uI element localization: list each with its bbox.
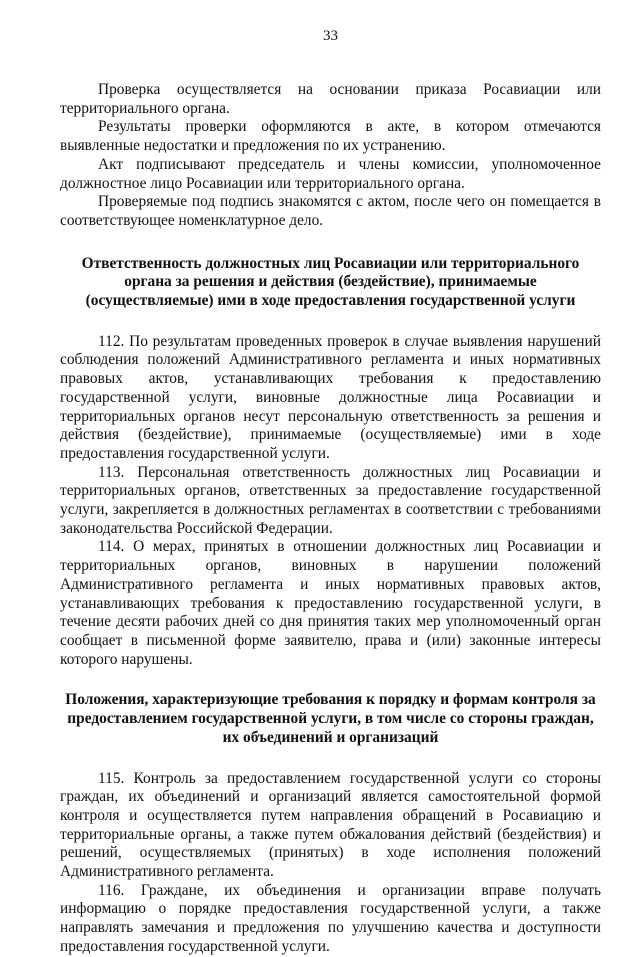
document-page	[60, 0, 601, 955]
paragraph: Проверка осуществляется на основании приказа Росавиации или территориального органа.	[60, 81, 601, 117]
paragraph: Результаты проверки оформляются в акте, в котором отмечаются выявленные недостатки и предложения по их устранению.	[60, 118, 601, 155]
section-heading-responsibility: Ответственность должностных лиц Росавиации или территориального органа за решения и действия (бездействие), принимаемые (осуществляемые) ими в ходе предоставления государственной услуги	[81, 254, 580, 310]
paragraph: Акт подписывают председатель и члены комиссии, уполномоченное должностное лицо Росавиации или территориального органа.	[60, 155, 601, 192]
page-number: 33	[323, 28, 338, 44]
paragraph-114: 114. О мерах, принятых в отношении должностных лиц Росавиации и территориальных органов, виновных в нарушении положений Административного регламента и иных нормативных правовых актов, устанавливающих требования к предоставлению государственной услуги, в течение десяти рабочих дней со дня принятия таких мер уполномоченный орган сообщает в письменной форме заявителю, права и (или) законные интересы которого нарушены.	[60, 538, 601, 668]
paragraph-113: 113. Персональная ответственность должностных лиц Росавиации и территориальных органов, ответственных за предоставление государственной услуги, закрепляется в должностных регламентах в соответствии с требованиями законодательства Российской Федерации.	[60, 463, 601, 537]
paragraph-112: 112. По результатам проведенных проверок в случае выявления нарушений соблюдения положений Административного регламента и иных нормативных правовых актов, устанавливающих требования к предоставлению государственной услуги, виновные должностные лица Росавиации и территориальных органов несут персональную ответственность за решения и действия (бездействие), принимаемые (осуществляемые) ими в ходе предоставления государственной услуги.	[60, 332, 601, 462]
paragraph-115: 115. Контроль за предоставлением государственной услуги со стороны граждан, их объединений и организаций является самостоятельной формой контроля и осуществляется путем направления обращений в Росавиацию и территориальные органы, а также путем обжалования действий (бездействия) и решений, осуществляемых (принятых) в ходе исполнения положений Административного регламента.	[60, 769, 601, 881]
document-body	[60, 81, 601, 957]
paragraph-116: 116. Граждане, их объединения и организации вправе получать информацию о порядке предоставления государственной услуги, а также направлять замечания и предложения по улучшению качества и доступности предоставления государственной услуги.	[60, 881, 601, 955]
section-heading-control-requirements: Положения, характеризующие требования к порядку и формам контроля за предоставлением государственной услуги, в том числе со стороны граждан, их объединений и организаций	[65, 691, 596, 746]
paragraph: Проверяемые под подпись знакомятся с актом, после чего он помещается в соответствующее номенклатурное дело.	[60, 193, 601, 229]
